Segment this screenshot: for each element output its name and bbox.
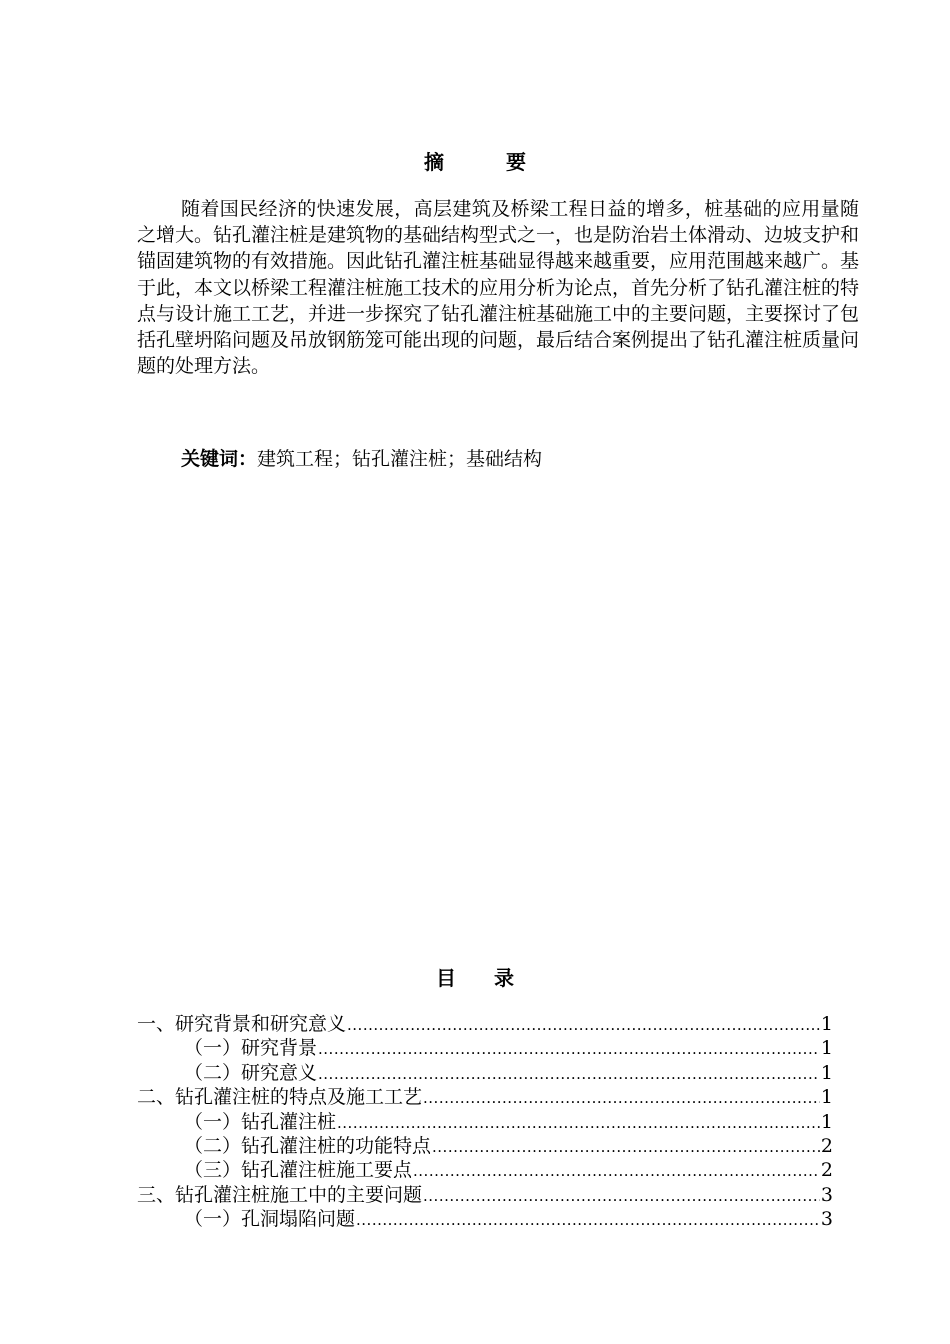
toc-dot-leader [413,1159,820,1183]
toc-entry[interactable] [137,1183,833,1207]
toc-dot-leader [347,1013,820,1037]
toc-entry-text: （一）钻孔灌注桩 [184,1110,337,1133]
keywords-line [181,446,542,472]
toc-entry-text: 三、钻孔灌注桩施工中的主要问题 [137,1183,423,1206]
toc-entry-page: 3 [820,1183,833,1206]
toc-entry-text: （二）研究意义 [184,1061,318,1084]
toc-entry[interactable] [137,1110,833,1134]
abstract-heading-right: 要 [506,150,526,174]
toc-entry-page: 1 [820,1110,833,1133]
toc-entry[interactable] [137,1061,833,1085]
toc-entry-text: 一、研究背景和研究意义 [137,1013,347,1035]
toc-dot-leader [318,1037,820,1061]
toc-entry-text: （三）钻孔灌注桩施工要点 [184,1159,413,1182]
toc-dot-leader [337,1111,820,1135]
toc-entry-text: （一）研究背景 [184,1037,318,1060]
toc-entry-page: 3 [820,1208,833,1231]
toc-entry-page: 1 [820,1013,833,1035]
keywords-value: 建筑工程；钻孔灌注桩；基础结构 [257,448,543,470]
toc-entry-text: （二）钻孔灌注桩的功能特点 [184,1134,432,1157]
keywords-label: 关键词： [181,448,258,470]
toc-entry[interactable] [137,1012,833,1036]
toc-entry[interactable] [137,1036,833,1060]
abstract-heading [0,146,950,175]
abstract-heading-left: 摘 [424,150,444,174]
toc-entry-text: （一）孔洞塌陷问题 [184,1208,356,1231]
toc-entry-page: 2 [820,1159,833,1182]
toc-entry[interactable] [137,1134,833,1158]
toc-heading [0,962,950,991]
abstract-body: 随着国民经济的快速发展，高层建筑及桥梁工程日益的增多，桩基础的应用量随之增大。钻孔灌注桩是建筑物的基础结构型式之一，也是防治岩土体滑动、边坡支护和锚固建筑物的有效措施。因此钻孔灌注桩基础显得越来越重要，应用范围越来越广。基于此，本文以桥梁工程灌注桩施工技术的应用分析为论点，首先分析了钻孔灌注桩的特点与设计施工工艺，并进一步探究了钻孔灌注桩基础施工中的主要问题，主要探讨了包括孔壁坍陷问题及吊放钢筋笼可能出现的问题，最后结合案例提出了钻孔灌注桩质量问题的处理方法。 [137,198,860,378]
toc-dot-leader [432,1135,820,1159]
toc-entry-text: 二、钻孔灌注桩的特点及施工工艺 [137,1086,423,1109]
toc-entry-page: 1 [820,1037,833,1060]
toc-dot-leader [423,1086,820,1110]
toc-entry[interactable] [137,1085,833,1109]
toc-dot-leader [318,1062,820,1086]
toc-dot-leader [356,1208,820,1232]
toc-heading-right: 录 [494,966,514,990]
toc-heading-left: 目 [436,966,456,990]
toc-entry-page: 1 [820,1086,833,1109]
toc-dot-leader [423,1184,820,1208]
toc-entry-page: 1 [820,1061,833,1084]
toc-entry-page: 2 [820,1134,833,1157]
table-of-contents [137,1012,833,1232]
toc-entry[interactable] [137,1158,833,1182]
toc-entry[interactable] [137,1207,833,1231]
